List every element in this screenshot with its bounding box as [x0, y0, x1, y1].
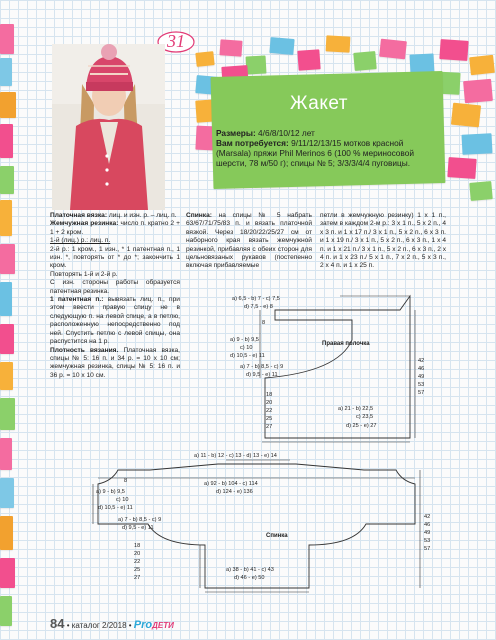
rib-row-1: 1-й (лиц.) р.: лиц. п.	[50, 237, 111, 245]
sizes-label: Размеры:	[216, 128, 256, 138]
back-sleeve-d: d) 9,5 - e) 11	[122, 525, 154, 531]
brand-deti: ДЕТИ	[152, 621, 174, 630]
brand-pro: Pro	[133, 619, 153, 631]
back-neck: а) 11 - b) 12 - c) 13 - d) 13 - e) 14	[194, 453, 277, 459]
back-text: на спицы № 5 набрать 63/67/71/75/83 п. и вязать платочной вязкой. Через 18/20/22/25/27 см от наборного края вязать жемчужной резинкой, прибавляя с обеих сторон для цельновязаных рукавов (постепенно включая прибавляемые	[186, 212, 312, 270]
stitch-text-patent: вывязать лиц. п., при этом ввести правую спицу не в следующую п. на левой спице, а в петлю, расположенную непосредственно под ней. Спустить петлю с левой спицы, она распустится на 1 р.	[50, 296, 180, 346]
sizes-value: 4/6/8/10/12 лет	[258, 128, 315, 138]
gauge-label: Плотность вязания.	[50, 346, 119, 354]
back-sleeve-a: а) 7 - b) 8,5 - c) 9	[118, 517, 162, 523]
back-length-5: 57	[424, 546, 431, 552]
back-height-4: 25	[134, 567, 141, 573]
stitch-label-garter: Платочная вязка:	[50, 212, 108, 219]
back-height-5: 27	[134, 575, 141, 581]
front-height-1: 18	[266, 392, 273, 398]
back-height-1: 18	[134, 543, 141, 549]
rib-note: С изн. стороны работы образуется патентная резинка.	[50, 279, 180, 295]
front-height-4: 25	[266, 416, 273, 422]
gauge-text: Платочная вязка, спицы № 5: 16 п. и 34 р. = 10 х 10 см; жемчужная резинка, спицы № 5: 16 п. и 36 р. = 10 х 10 см.	[50, 346, 180, 379]
back-bottom-d: d) 46 - e) 50	[234, 575, 265, 581]
back-left-c: c) 10	[116, 497, 129, 503]
back-width-a: а) 92 - b) 104 - c) 114	[204, 481, 258, 487]
front-shoulder-d: d) 10,5 - e) 11	[230, 353, 265, 359]
back-label: Спинка:	[186, 212, 212, 219]
front-bottom-d: d) 25 - e) 27	[346, 423, 377, 429]
front-length-4: 53	[418, 382, 425, 388]
page-footer	[50, 616, 174, 631]
materials-value: 9/11/12/13/15 мотков красной (Marsala) пряжи Phil Merinos 6 (100 % мериносовой шерсти, 78 м/50 г); спицы № 5; 3/3/3/4/4 пуговицы.	[216, 138, 414, 168]
back-length-4: 53	[424, 538, 431, 544]
front-length-2: 46	[418, 366, 425, 372]
rib-row-2: 2-й р.: 1 кром., 1 изн., * 1 патентная п., 1 изн. *, повторять от * до *; закончить 1 кром.	[50, 245, 180, 270]
materials-label: Вам потребуется:	[216, 138, 289, 148]
stitch-label-patent: 1 патентная п.:	[50, 296, 104, 304]
back-width-d: d) 124 - e) 136	[216, 489, 253, 495]
back-length-1: 42	[424, 514, 431, 520]
front-length-1: 42	[418, 358, 425, 364]
stitch-text-garter: лиц. и изн. р. – лиц. п.	[108, 212, 177, 219]
back-height-3: 22	[134, 559, 141, 565]
front-height-3: 22	[266, 408, 273, 414]
back-length-3: 49	[424, 530, 431, 536]
front-bottom-c: c) 23,5	[356, 414, 374, 420]
front-8: 8	[262, 320, 266, 326]
back-length-2: 46	[424, 522, 431, 528]
rib-repeat: Повторять 1-й и 2-й р.	[50, 270, 118, 278]
back-title: Спинка	[266, 533, 288, 539]
front-height-2: 20	[266, 400, 273, 406]
front-sleeve-d: d) 9,5 - e) 11	[246, 372, 278, 378]
stitch-label-rib: Жемчужная резинка:	[50, 220, 119, 228]
front-top-d: d) 7,5 - e) 8	[244, 304, 273, 310]
front-length-3: 49	[418, 374, 425, 380]
page-title: Жакет	[290, 93, 348, 114]
front-bottom-a: а) 21 - b) 22,5	[338, 406, 374, 412]
back-bottom-a: а) 38 - b) 41 - c) 43	[226, 567, 274, 573]
front-shoulder-a: а) 9 - b) 9,5	[230, 337, 259, 343]
stitch-text-rib: число п. кратно 2 + 1 + 2 кром.	[50, 220, 180, 236]
front-title: Правая полочка	[322, 341, 370, 347]
back-left-d: d) 10,5 - e) 11	[98, 505, 133, 511]
back-height-2: 20	[134, 551, 141, 557]
back-left-a: а) 9 - b) 9,5	[96, 489, 125, 495]
front-height-5: 27	[266, 424, 273, 430]
back-8: 8	[124, 478, 128, 484]
pattern-number: 31	[167, 31, 185, 51]
back-text-continued: петли в жемчужную резинку) 1 х 1 п., затем в каждом 2-м р.: 3 х 1 п., 5 х 2 п., 4 х 3 п. и 1 х 17 п./ 3 х 1 п., 5 х 2 п., 6 х 3 п. и 1 х 19 п./ 3 х 1 п., 5 х 2 п., 6 х 3 п., 1 х 4 п. и 1 х 21 п./ 3 х 1 п., 5 х 2 п., 6 х 3 п., 2 х 4 п. и 1 х 23 п./ 5 х 1 п., 7 х 2 п., 5 х 3 п., 2 х 4 п. и 1 х 25 п.	[320, 212, 446, 270]
front-length-5: 57	[418, 390, 425, 396]
catalog-issue: • каталог 2/2018 •	[66, 621, 132, 630]
page-number: 84	[50, 616, 65, 631]
front-shoulder-c: c) 10	[240, 345, 253, 351]
front-top-a: а) 6,5 - b) 7 - c) 7,5	[232, 296, 280, 302]
brand-logo	[134, 619, 174, 631]
front-sleeve-a: а) 7 - b) 8,5 - c) 9	[240, 364, 284, 370]
